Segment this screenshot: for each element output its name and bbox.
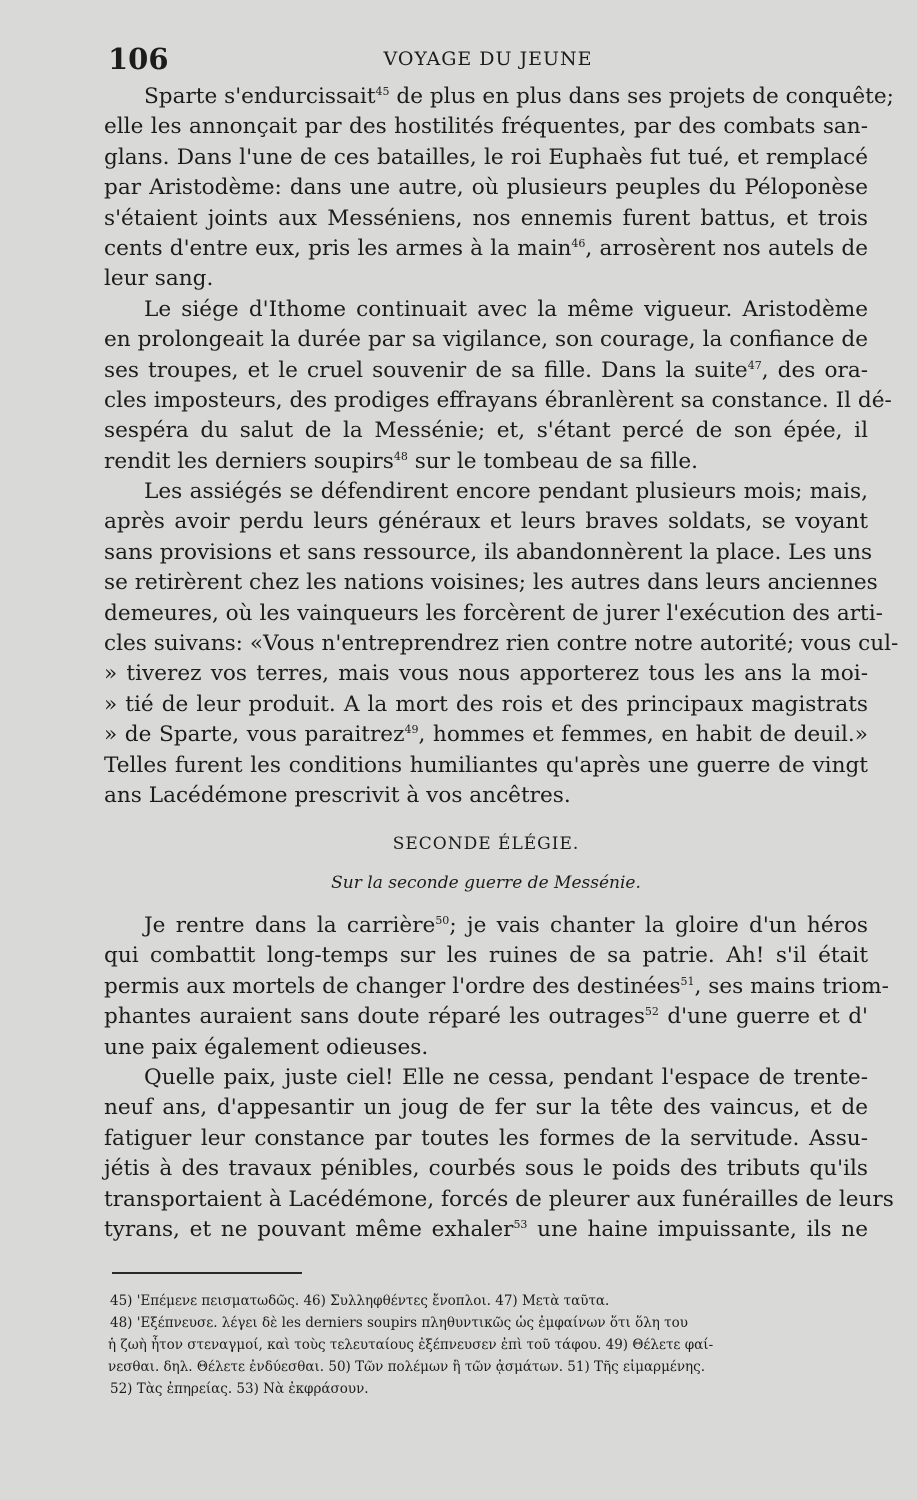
text-run: phantes auraient sans doute réparé les outrages — [104, 1004, 645, 1030]
text-run: Le siége d'Ithome continuait avec la même vigueur. Aristodème — [144, 296, 868, 322]
text-line — [104, 781, 868, 811]
text-run: Quelle paix, juste ciel! Elle ne cessa, pendant l'espace de trente- — [144, 1064, 868, 1090]
text-line — [104, 720, 868, 750]
text-run: » tié de leur produit. A la mort des rois et des principaux magistrats — [104, 691, 868, 717]
text-run: sur le tombeau de sa fille. — [407, 448, 698, 474]
text-line — [104, 568, 878, 598]
text-run: » de Sparte, vous paraitrez — [104, 722, 405, 748]
footnote-ref: 50 — [435, 913, 450, 927]
footnote-ref: 49 — [404, 723, 419, 737]
text-run: transportaient à Lacédémone, forcés de pleurer aux funérailles de leurs — [104, 1186, 894, 1212]
text-run: ; je vais chanter la gloire d'un héros — [449, 913, 868, 938]
text-run: leur sang. — [104, 266, 214, 292]
text-line — [104, 1033, 868, 1063]
text-run: après avoir perdu leurs généraux et leurs braves soldats, se voyant — [104, 509, 868, 535]
text-line — [104, 599, 883, 629]
text-run: Je rentre dans la carrière — [144, 913, 436, 938]
text-run: fatiguer leur constance par toutes les formes de la servitude. Assu- — [104, 1125, 868, 1151]
text-line — [104, 629, 899, 659]
footnote-ref: 51 — [680, 974, 695, 988]
text-line — [104, 112, 868, 142]
text-line — [104, 507, 868, 537]
text-run: , ses mains triom- — [694, 973, 889, 999]
text-run: Sparte s'endurcissait — [144, 84, 376, 109]
text-run: sespéra du salut de la Messénie; et, s'étant percé de son épée, il — [104, 418, 868, 444]
text-line — [104, 143, 868, 173]
footnotes — [108, 1290, 872, 1400]
text-line — [104, 1093, 868, 1123]
text-line — [104, 911, 868, 941]
text-run: se retirèrent chez les nations voisines; les autres dans leurs anciennes — [104, 570, 878, 596]
text-run: , hommes et femmes, en habit de deuil.» — [418, 722, 868, 748]
text-run: , des ora- — [761, 357, 868, 383]
text-line — [104, 204, 868, 234]
text-run: rendit les derniers soupirs — [104, 448, 394, 474]
text-run: une paix également odieuses. — [104, 1034, 429, 1060]
text-run: , arrosèrent nos autels de — [585, 235, 868, 261]
footnote-rule — [112, 1272, 302, 1274]
text-line — [104, 386, 892, 416]
text-run: qui combattit long-temps sur les ruines de sa patrie. Ah! s'il était — [104, 943, 868, 969]
text-run: permis aux mortels de changer l'ordre des destinées — [104, 973, 681, 999]
footnote-line: 52) Τὰς ἐπηρείας. 53) Νὰ ἐκφράσουν. — [110, 1381, 369, 1397]
section-subtitle: Sur la seconde guerre de Messénie. — [331, 873, 641, 893]
text-run: Telles furent les conditions humiliantes qu'après une guerre de vingt — [104, 752, 868, 778]
footnote-ref: 53 — [513, 1217, 528, 1231]
page-header — [108, 42, 868, 76]
text-run: une haine impuissante, ils ne — [527, 1216, 868, 1242]
text-line — [104, 173, 868, 203]
text-run: cles suivans: «Vous n'entreprendrez rien contre notre autorité; vous cul- — [104, 631, 899, 657]
text-line — [104, 972, 889, 1002]
footnote-ref: 47 — [747, 358, 762, 372]
text-line — [104, 1185, 894, 1215]
text-run: demeures, où les vainqueurs les forcèrent de jurer l'exécution des arti- — [104, 600, 883, 626]
text-run: sans provisions et sans ressource, ils abandonnèrent la place. Les uns — [104, 539, 873, 565]
text-line — [104, 1063, 868, 1093]
text-run: cles imposteurs, des prodiges effrayans ébranlèrent sa constance. Il dé- — [104, 387, 892, 413]
text-run: par Aristodème: dans une autre, où plusieurs peuples du Péloponèse — [104, 175, 868, 201]
text-line — [104, 751, 868, 781]
footnote-line: 45) 'Επέμενε πεισματωδῶς. 46) Συλληφθέντες ἔνοπλοι. 47) Μετὰ ταῦτα. — [110, 1293, 610, 1309]
text-line — [104, 1154, 868, 1184]
footnote-line: ἡ ζωὴ ἦτον στεναγμοί, καὶ τοὺς τελευταίους ἐξέπνευσεν ἐπὶ τοῦ τάφου. 49) Θέλετε φαί- — [108, 1337, 714, 1353]
text-run: ses troupes, et le cruel souvenir de sa fille. Dans la suite — [104, 357, 748, 383]
text-run: tyrans, et ne pouvant même exhaler — [104, 1216, 514, 1242]
footnote-ref: 45 — [375, 84, 390, 98]
text-line — [104, 941, 868, 971]
running-title: VOYAGE DU JEUNE — [383, 48, 593, 70]
text-run: Les assiégés se défendirent encore pendant plusieurs mois; mais, — [144, 479, 868, 505]
text-line — [104, 82, 894, 112]
text-line — [104, 477, 868, 507]
footnote-ref: 48 — [393, 449, 408, 463]
text-line — [104, 295, 868, 325]
text-run: s'étaient joints aux Messéniens, nos ennemis furent battus, et trois — [104, 205, 868, 231]
text-line — [104, 416, 868, 446]
text-run: d'une guerre et d' — [658, 1004, 868, 1030]
text-line — [104, 264, 868, 294]
text-line — [104, 356, 868, 386]
text-run: elle les annonçait par des hostilités fréquentes, par des combats san- — [104, 114, 868, 140]
page-number: 106 — [108, 42, 169, 76]
text-run: cents d'entre eux, pris les armes à la main — [104, 235, 572, 261]
text-run: de plus en plus dans ses projets de conquête; — [389, 84, 894, 109]
text-line — [104, 234, 868, 264]
text-run: ans Lacédémone prescrivit à vos ancêtres. — [104, 782, 571, 808]
text-line — [104, 325, 868, 355]
footnote-line: 48) 'Εξέπνευσε. λέγει δὲ les derniers soupirs πληθυντικῶς ὡς ἐμφαίνων ὅτι ὅλη του — [110, 1315, 688, 1331]
text-line — [104, 1002, 868, 1032]
text-line — [104, 538, 873, 568]
text-line — [104, 690, 868, 720]
body-text — [104, 82, 899, 811]
text-run: » tiverez vos terres, mais vous nous apporterez tous les ans la moi- — [104, 661, 868, 687]
text-line — [104, 1215, 868, 1245]
footnote-line: νεσθαι. δηλ. Θέλετε ἐνδύεσθαι. 50) Τῶν πολέμων ἢ τῶν ᾀσμάτων. 51) Τῆς εἱμαρμένης. — [108, 1359, 705, 1375]
text-run: neuf ans, d'appesantir un joug de fer sur la tête des vaincus, et de — [104, 1095, 868, 1121]
text-line — [104, 1124, 868, 1154]
text-run: jétis à des travaux pénibles, courbés sous le poids des tributs qu'ils — [104, 1156, 868, 1182]
text-run: en prolongeait la durée par sa vigilance, son courage, la confiance de — [104, 327, 868, 353]
footnote-ref: 52 — [644, 1004, 659, 1018]
text-line — [104, 659, 868, 689]
body-text-2 — [104, 911, 894, 1245]
text-run: glans. Dans l'une de ces batailles, le roi Euphaès fut tué, et remplacé — [104, 144, 868, 170]
section-title: SECONDE ÉLÉGIE. — [392, 834, 580, 854]
footnote-ref: 46 — [571, 236, 586, 250]
text-line — [104, 447, 868, 477]
